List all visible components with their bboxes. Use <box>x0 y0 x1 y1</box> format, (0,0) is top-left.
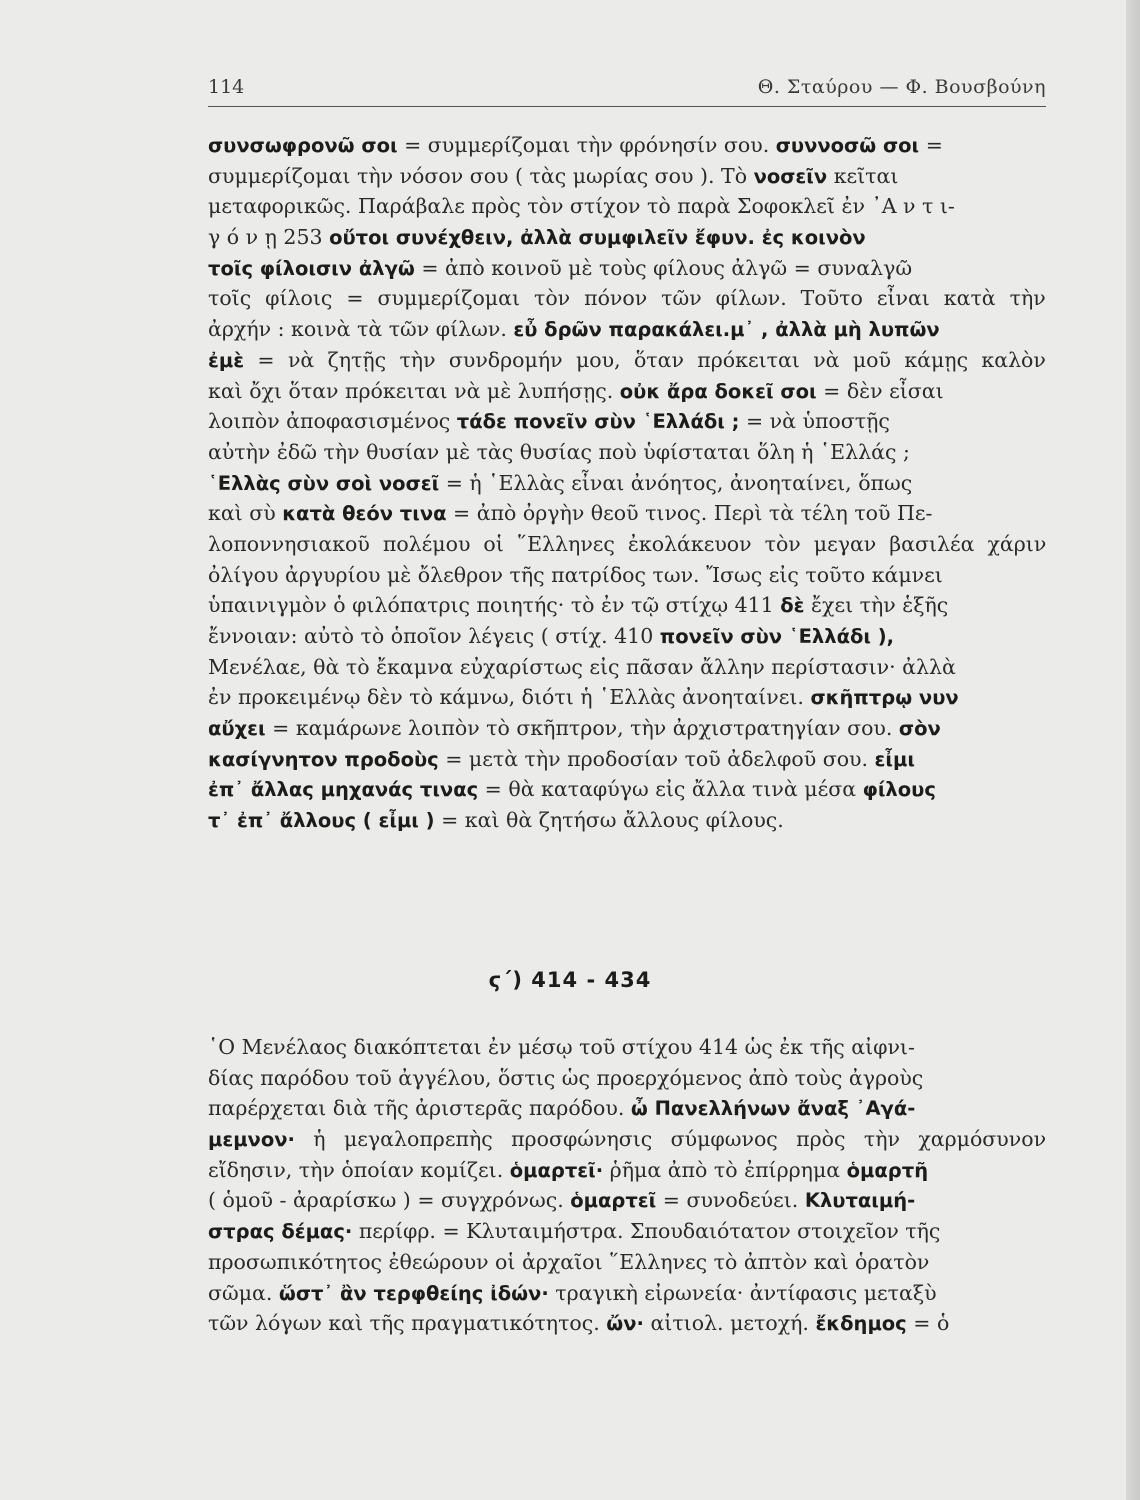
lemma: αὔχει <box>208 717 266 741</box>
text-line <box>208 314 1046 345</box>
lemma: νοσεῖν <box>753 164 828 188</box>
text-line <box>208 191 1046 222</box>
gloss-text: προσωπικότητος ἐθεώρουν οἱ ἀρχαῖοι ῞Ελληνες τὸ ἀπτὸν καὶ ὁρατὸν <box>208 1249 930 1274</box>
text-line <box>208 253 1046 284</box>
gloss-text: τῶν λόγων καὶ τῆς πραγματικότητος. <box>208 1311 607 1336</box>
text-line <box>208 652 1046 683</box>
gloss-text: καὶ σὺ <box>208 501 283 526</box>
gloss-text: παρέρχεται διὰ τῆς ἀριστερᾶς παρόδου. <box>208 1096 631 1121</box>
text-line <box>208 283 1046 314</box>
gloss-text: ῾Ο Μενέλαος διακόπτεται ἐν μέσῳ τοῦ στίχου 414 ὡς ἐκ τῆς αἰφνι- <box>208 1035 915 1059</box>
gloss-text: = ἡ ῾Ελλὰς εἶναι ἀνόητος, ἀνοηταίνει, ὅπως <box>439 470 913 495</box>
gloss-text: αὐτὴν ἐδῶ τὴν θυσίαν μὲ τὰς θυσίας ποὺ ὑφίσταται ὅλη ἡ ῾Ελλάς ; <box>208 439 910 464</box>
lemma: ὁμαρτεῖ <box>570 1189 657 1213</box>
gloss-text: = θὰ καταφύγω εἰς ἄλλα τινὰ μέσα <box>478 777 863 802</box>
gloss-text: λοποννησιακοῦ πολέμου οἱ ῞Ελληνες ἐκολάκευον τὸν μεγαν βασιλέα χάριν <box>208 531 1047 556</box>
text-line <box>208 774 1046 805</box>
text-line <box>208 376 1046 407</box>
gloss-text: ὀλίγου ἀργυρίου μὲ ὄλεθρον τῆς πατρίδος των. Ἴσως εἰς τοῦτο κάμνει <box>208 562 943 587</box>
text-line <box>208 1216 1046 1247</box>
gloss-text: γ ό ν ῃ 253 <box>208 225 330 250</box>
text-line <box>208 805 1046 836</box>
text-line <box>208 468 1046 499</box>
lemma: ὥστ᾿ ἂν τερφθείης ἰδών· <box>278 1281 549 1305</box>
gloss-text: κεῖται <box>827 163 899 188</box>
text-line <box>208 1155 1046 1186</box>
lemma: συννοσῶ σοι <box>775 134 920 157</box>
page-edge-shadow <box>1126 0 1140 1500</box>
gloss-text: = ἀπὸ κοινοῦ μὲ τοὺς φίλους ἀλγῶ = συναλγῶ <box>414 255 913 280</box>
lemma: ὦ Πανελλήνων ἄναξ ᾿Αγά- <box>630 1097 916 1121</box>
text-line <box>208 560 1046 591</box>
lemma: οὔτοι συνέχθειν, ἀλλὰ συμφιλεῖν ἔφυν. ἐς κοινὸν <box>329 226 866 250</box>
lemma: κατὰ θεόν τινα <box>282 502 447 526</box>
text-line <box>208 1063 1046 1094</box>
gloss-text: = μετὰ τὴν προδοσίαν τοῦ ἀδελφοῦ σου. <box>438 746 875 771</box>
gloss-text: = συμμερίζομαι τὴν φρόνησίν σου. <box>397 133 776 157</box>
gloss-text: = νὰ ὑποστῇς <box>739 409 890 434</box>
gloss-text: = καὶ θὰ ζητήσω ἄλλους φίλους. <box>434 808 784 833</box>
text-line <box>208 1032 1046 1063</box>
text-line <box>208 713 1046 744</box>
gloss-text: = συνοδεύει. <box>656 1188 805 1213</box>
lemma: ἐπ᾿ ἄλλας μηχανάς τινας <box>208 778 479 802</box>
text-line <box>208 161 1046 192</box>
text-line <box>208 529 1046 560</box>
gloss-text: τραγικὴ εἰρωνεία· ἀντίφασις μεταξὺ <box>548 1280 937 1305</box>
lemma: ὁμαρτεῖ· <box>509 1158 604 1182</box>
page-header <box>208 74 1046 100</box>
gloss-text: = δὲν εἶσαι <box>816 378 944 403</box>
lemma: ὁμαρτῆ <box>846 1158 929 1182</box>
lemma: τ᾿ ἐπ᾿ ἄλλους ( εἶμι ) <box>208 809 435 833</box>
section-heading: ϛ΄) 414 - 434 <box>488 968 652 992</box>
header-rule <box>208 106 1046 107</box>
text-line <box>208 406 1046 437</box>
lemma: σὸν <box>898 717 941 741</box>
lemma: εὖ δρῶν παρακάλει.μ᾿ , ἀλλὰ μὴ λυπῶν <box>513 318 940 342</box>
gloss-text: καὶ ὄχι ὅταν πρόκειται νὰ μὲ λυπήσῃς. <box>208 378 620 403</box>
text-line <box>208 1308 1046 1339</box>
text-line <box>208 498 1046 529</box>
lemma: συνσωφρονῶ σοι <box>208 134 398 157</box>
text-line <box>208 1247 1046 1278</box>
gloss-text: ἀρχήν : κοινὰ τὰ τῶν φίλων. <box>208 317 514 342</box>
lemma: ὤν· <box>606 1312 644 1336</box>
gloss-text: συμμερίζομαι τὴν νόσον σου ( τὰς μωρίας σου ). Τὸ <box>208 163 754 188</box>
lemma: κασίγνητον προδοὺς <box>208 747 439 771</box>
lemma: εἶμι <box>874 747 915 771</box>
lemma: ἔκδημος <box>815 1312 907 1336</box>
gloss-text: ἡ μεγαλοπρεπὴς προσφώνησις σύμφωνος πρὸς τὴν χαρμόσυνον <box>294 1127 1047 1152</box>
lemma: μεμνον· <box>208 1128 295 1152</box>
gloss-text: τοῖς φίλοις = συμμερίζομαι τὸν πόνον τῶν φίλων. Τοῦτο εἶναι κατὰ τὴν <box>208 286 1046 311</box>
gloss-text: ῥῆμα ἀπὸ τὸ ἐπίρρημα <box>603 1157 847 1182</box>
lemma: φίλους <box>862 778 936 802</box>
text-line <box>208 1093 1046 1124</box>
gloss-text: ἔννοιαν: αὐτὸ τὸ ὁποῖον λέγεις ( στίχ. 410 <box>208 624 660 648</box>
lemma: ἐμὲ <box>208 348 245 372</box>
gloss-text: δίας παρόδου τοῦ ἀγγέλου, ὅστις ὡς προερχόμενος ἀπὸ τοὺς ἀγροὺς <box>208 1065 924 1090</box>
gloss-text: ἔχει τὴν ἑξῆς <box>804 593 949 618</box>
gloss-text: = καμάρωνε λοιπὸν τὸ σκῆπτρον, τὴν ἀρχιστρατηγίαν σου. <box>265 716 899 741</box>
running-title: Θ. Σταύρου — Φ. Βουσβούνη <box>757 76 1046 98</box>
lemma: τοῖς φίλοισιν ἀλγῶ <box>208 256 415 280</box>
text-line <box>208 1278 1046 1309</box>
gloss-text: περίφρ. = Κλυταιμήστρα. Σπουδαιότατον στοιχεῖον τῆς <box>352 1219 941 1244</box>
lemma: δὲ <box>780 594 805 618</box>
text-line <box>208 222 1046 253</box>
page-number: 114 <box>208 76 245 98</box>
lemma: ῾Ελλὰς σὺν σοὶ νοσεῖ <box>208 471 440 495</box>
lemma: τάδε πονεῖν σὺν ῾Ελλάδι ; <box>456 410 740 434</box>
text-line <box>208 130 1046 161</box>
lemma: πονεῖν σὺν ῾Ελλάδι ), <box>659 625 895 648</box>
gloss-text: Μενέλαε, θὰ τὸ ἔκαμνα εὐχαρίστως εἰς πᾶσαν ἄλλην περίστασιν· ἀλλὰ <box>208 654 956 679</box>
gloss-text: σῶμα. <box>208 1280 279 1305</box>
lemma: Κλυταιμή- <box>804 1189 916 1213</box>
gloss-text: λοιπὸν ἀποφασισμένος <box>208 409 457 434</box>
gloss-text: = νὰ ζητῇς τὴν συνδρομήν μου, ὅταν πρόκειται νὰ μοῦ κάμῃς καλὸν <box>244 347 1046 372</box>
text-line <box>208 1124 1046 1155</box>
commentary-block-2 <box>208 1032 1046 1339</box>
gloss-text: = ἀπὸ ὀργὴν θεοῦ τινος. Περὶ τὰ τέλη τοῦ Πε- <box>446 501 933 526</box>
lemma: στρας δέμας· <box>208 1220 353 1244</box>
text-line <box>208 744 1046 775</box>
gloss-text: αἰτιολ. μετοχή. <box>643 1311 816 1336</box>
gloss-text: ἐν προκειμένῳ δὲν τὸ κάμνω, διότι ἡ ῾Ελλὰς ἀνοηταίνει. <box>208 685 811 710</box>
text-line <box>208 621 1046 652</box>
gloss-text: = ὁ <box>906 1311 950 1336</box>
gloss-text: ὑπαινιγμὸν ὁ φιλόπατρις ποιητής· τὸ ἐν τῷ στίχῳ 411 <box>208 593 781 618</box>
text-line <box>208 590 1046 621</box>
text-line <box>208 682 1046 713</box>
text-line <box>208 437 1046 468</box>
gloss-text: ( ὁμοῦ - ἀραρίσκω ) = συγχρόνως. <box>208 1188 571 1213</box>
text-line <box>208 1185 1046 1216</box>
lemma: οὐκ ἄρα δοκεῖ σοι <box>619 379 817 403</box>
text-line <box>208 345 1046 376</box>
commentary-block-1 <box>208 130 1046 836</box>
gloss-text: = <box>919 133 943 157</box>
gloss-text: μεταφορικῶς. Παράβαλε πρὸς τὸν στίχον τὸ παρὰ Σοφοκλεῖ ἐν ᾿Α ν τ ι- <box>208 194 955 219</box>
lemma: σκῆπτρῳ νυν <box>810 686 959 710</box>
gloss-text: εἴδησιν, τὴν ὁποίαν κομίζει. <box>208 1157 510 1182</box>
